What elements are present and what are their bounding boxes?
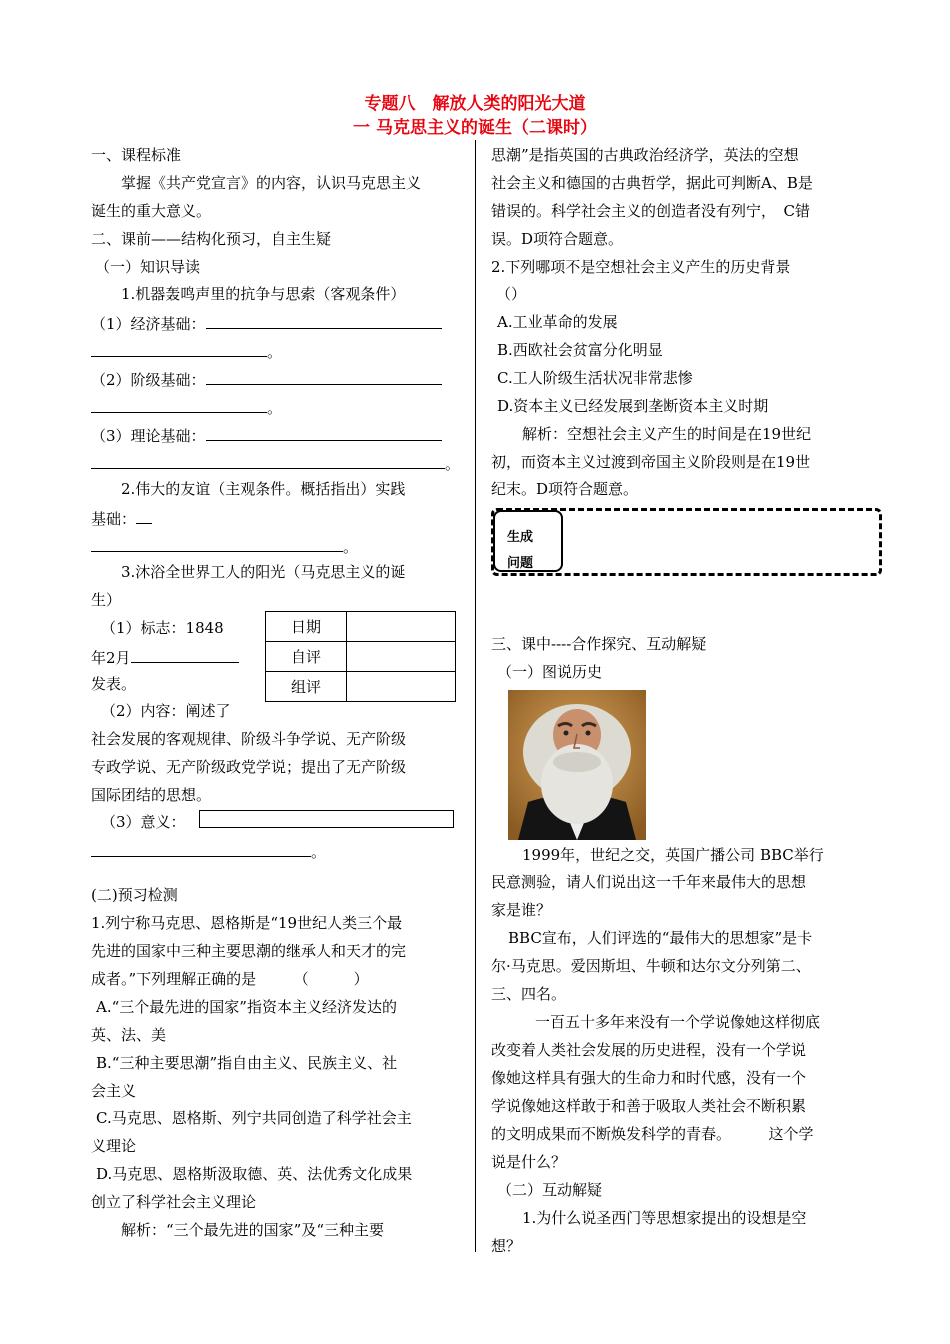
item-label: （2）阶级基础： [91, 371, 206, 389]
table-row [266, 642, 456, 672]
option-b: B.西欧社会贫富分化明显 [497, 341, 663, 359]
paragraph: 的文明成果而不断焕发科学的青春。 这个学 [491, 1125, 814, 1143]
question-text: 想？ [491, 1237, 522, 1255]
paragraph: 掌握《共产党宣言》的内容，认识马克思主义 [121, 174, 422, 192]
period: 。 [267, 399, 283, 417]
blank-line[interactable] [91, 340, 267, 357]
question-text: 2.下列哪项不是空想社会主义产生的历史背景 [491, 258, 791, 276]
paragraph: 改变着人类社会发展的历史进程，没有一个学说 [491, 1041, 807, 1059]
fill-line-cont [91, 452, 460, 474]
point-heading: 2.伟大的友谊（主观条件。概括指出）实践 [121, 480, 406, 498]
subsection-heading: (二)预习检测 [91, 886, 178, 904]
blank-line[interactable] [91, 396, 267, 413]
explanation: 解析：“三个最先进的国家”及“三种主要 [121, 1221, 385, 1239]
column-divider [475, 140, 476, 1252]
paragraph: 诞生的重大意义。 [91, 202, 212, 220]
option-c: C.马克思、恩格斯、列宁共同创造了科学社会主 [96, 1109, 412, 1127]
paragraph: 1999年，世纪之交，英国广播公司 BBC举行 [522, 846, 824, 864]
explanation: 解析：空想社会主义产生的时间是在19世纪 [522, 425, 812, 443]
blank-line[interactable] [131, 646, 239, 663]
item-label: （1）经济基础： [91, 315, 206, 333]
explanation: 纪末。D项符合题意。 [491, 480, 639, 498]
subsection-heading: （一）图说历史 [497, 663, 603, 681]
blank-line[interactable] [91, 840, 311, 857]
answer-box[interactable] [199, 810, 454, 828]
answer-brackets: （） [496, 285, 527, 303]
table-row [266, 612, 456, 642]
option-b: B.“三种主要思潮”指自由主义、民族主义、社 [96, 1054, 398, 1072]
generated-question-label: 问题 [507, 556, 534, 571]
table-row [266, 672, 456, 702]
page-subtitle: 一 马克思主义的诞生（二课时） [353, 118, 597, 138]
blank-line[interactable] [91, 452, 445, 469]
period: 。 [445, 455, 461, 473]
score-cell[interactable] [347, 642, 456, 672]
question-text: 先进的国家中三种主要思潮的继承人和天才的完 [91, 942, 407, 960]
explanation: 思潮”是指英国的古典政治经济学，英法的空想 [491, 146, 799, 164]
score-label: 组评 [266, 672, 347, 702]
item-label: 基础： [91, 510, 137, 528]
item-label: （3）意义： [101, 813, 186, 831]
period: 。 [311, 843, 327, 861]
paragraph: 尔·马克思。爱因斯坦、牛顿和达尔文分列第二、 [491, 957, 811, 975]
paragraph: （1）标志：1848 [101, 619, 224, 637]
generated-question-label: 生成 [507, 530, 534, 545]
fill-line-cont [91, 840, 326, 862]
marx-portrait-image [508, 690, 646, 840]
fill-line-item [91, 368, 442, 390]
subsection-heading: （二）互动解疑 [497, 1181, 603, 1199]
item-label: （3）理论基础： [91, 427, 206, 445]
score-label: 日期 [266, 612, 347, 642]
paragraph: 三、四名。 [491, 985, 567, 1003]
explanation: 社会主义和德国的古典哲学，据此可判断A、B是 [491, 174, 813, 192]
fill-line-item [91, 424, 442, 446]
option-d-cont: 创立了科学社会主义理论 [91, 1193, 257, 1211]
paragraph: 发表。 [91, 675, 137, 693]
paragraph: 说是什么？ [491, 1153, 567, 1171]
score-table [265, 611, 456, 702]
option-d: D.资本主义已经发展到垄断资本主义时期 [497, 397, 769, 415]
score-cell[interactable] [347, 672, 456, 702]
paragraph: 国际团结的思想。 [91, 786, 212, 804]
explanation: 误。D项符合题意。 [491, 230, 624, 248]
fill-line-item [91, 507, 152, 529]
section-heading-1: 一、课程标准 [91, 146, 182, 164]
paragraph: 一百五十多年来没有一个学说像她这样彻底 [535, 1013, 821, 1031]
paragraph: 学说像她这样敢于和善于吸取人类社会不断积累 [491, 1097, 807, 1115]
fill-line-cont [91, 396, 282, 418]
point-heading-cont: 生） [91, 591, 122, 609]
question-text: 1.为什么说圣西门等思想家提出的设想是空 [522, 1209, 807, 1227]
option-a-cont: 英、法、美 [91, 1026, 167, 1044]
score-label: 自评 [266, 642, 347, 672]
question-text: 1.列宁称马克思、恩格斯是“19世纪人类三个最 [91, 914, 403, 932]
blank-line[interactable] [206, 312, 442, 329]
paragraph: 家是谁？ [491, 901, 552, 919]
point-heading: 3.沐浴全世界工人的阳光（马克思主义的诞 [121, 563, 406, 581]
option-c-cont: 义理论 [91, 1137, 137, 1155]
score-cell[interactable] [347, 612, 456, 642]
explanation: 错误的。科学社会主义的创造者没有列宁， C错 [491, 202, 810, 220]
paragraph: 像她这样具有强大的生命力和时代感，没有一个 [491, 1069, 807, 1087]
section-heading-3: 三、课中----合作探究、互动解疑 [491, 635, 707, 653]
blank-line[interactable] [206, 368, 442, 385]
period: 。 [267, 343, 283, 361]
option-d: D.马克思、恩格斯汲取德、英、法优秀文化成果 [96, 1165, 413, 1183]
fill-line-cont [91, 535, 358, 557]
paragraph: 社会发展的客观规律、阶级斗争学说、无产阶级 [91, 730, 407, 748]
paragraph: BBC宣布，人们评选的“最伟大的思想家”是卡 [508, 929, 813, 947]
option-a: A.工业革命的发展 [497, 313, 618, 331]
option-c: C.工人阶级生活状况非常悲惨 [497, 369, 693, 387]
item-label: 年2月 [91, 649, 131, 667]
paragraph: 专政学说、无产阶级政党学说；提出了无产阶级 [91, 758, 407, 776]
fill-line-item [91, 646, 239, 668]
blank-line[interactable] [136, 507, 152, 524]
fill-line-item [91, 312, 442, 334]
point-heading: 1.机器轰鸣声里的抗争与思索（客观条件） [121, 285, 406, 303]
subsection-heading: （一）知识导读 [95, 258, 201, 276]
option-b-cont: 会主义 [91, 1082, 137, 1100]
page-title: 专题八 解放人类的阳光大道 [364, 94, 586, 114]
blank-line[interactable] [206, 424, 442, 441]
period: 。 [343, 538, 359, 556]
paragraph: （2）内容：阐述了 [101, 702, 231, 720]
explanation: 初，而资本主义过渡到帝国主义阶段则是在19世 [491, 453, 811, 471]
option-a: A.“三个最先进的国家”指资本主义经济发达的 [96, 998, 397, 1016]
section-heading-2: 二、课前——结构化预习，自主生疑 [91, 230, 332, 248]
question-text: 成者。”下列理解正确的是 （ ） [91, 970, 369, 988]
blank-line[interactable] [91, 535, 343, 552]
fill-line-cont [91, 340, 282, 362]
paragraph: 民意测验，请人们说出这一千年来最伟大的思想 [491, 873, 807, 891]
